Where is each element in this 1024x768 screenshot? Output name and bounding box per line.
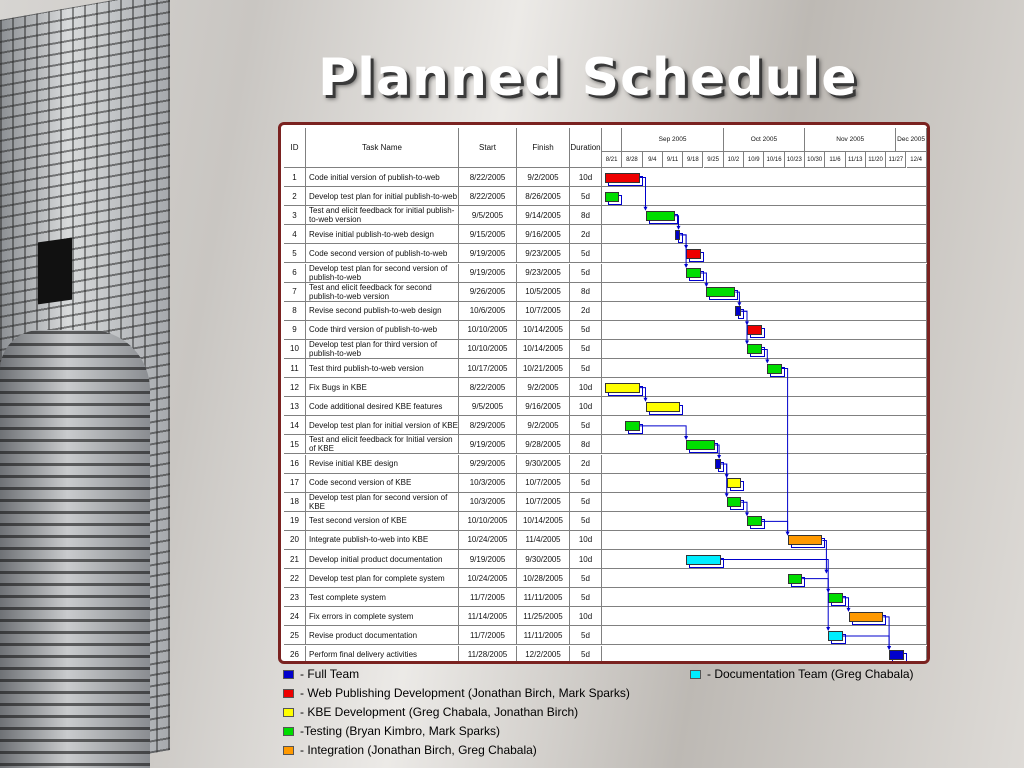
task-start-cell: 9/19/2005 xyxy=(459,435,517,454)
task-id-cell: 15 xyxy=(284,435,306,454)
task-name-cell: Revise second publish-to-web design xyxy=(306,302,459,321)
task-name-cell: Perform final delivery activities xyxy=(306,646,459,665)
column-header-finish: Finish xyxy=(517,128,570,168)
task-id-cell: 19 xyxy=(284,512,306,531)
legend-item-integ xyxy=(283,741,537,759)
task-finish-cell: 9/28/2005 xyxy=(517,435,570,454)
task-start-cell: 10/3/2005 xyxy=(459,474,517,493)
legend-swatch xyxy=(283,708,294,717)
task-finish-cell: 9/2/2005 xyxy=(517,416,570,435)
building-photo xyxy=(0,0,300,768)
task-name-cell: Fix Bugs in KBE xyxy=(306,378,459,397)
task-name-cell: Code second version of KBE xyxy=(306,474,459,493)
task-start-cell: 9/29/2005 xyxy=(459,455,517,474)
task-duration-cell: 5d xyxy=(570,626,602,645)
week-header: 10/23 xyxy=(785,152,805,168)
dependency-link xyxy=(782,369,788,535)
legend-swatch xyxy=(283,727,294,736)
task-finish-cell: 11/11/2005 xyxy=(517,626,570,645)
dependency-link xyxy=(802,579,828,592)
task-start-cell: 10/10/2005 xyxy=(459,512,517,531)
dependency-arrow xyxy=(765,360,769,364)
task-id-cell: 25 xyxy=(284,626,306,645)
legend-swatch xyxy=(283,746,294,755)
task-finish-cell: 10/5/2005 xyxy=(517,283,570,302)
task-duration-cell: 5d xyxy=(570,588,602,607)
task-start-cell: 10/24/2005 xyxy=(459,531,517,550)
task-finish-cell: 10/14/2005 xyxy=(517,512,570,531)
task-finish-cell: 9/30/2005 xyxy=(517,550,570,569)
task-finish-cell: 11/11/2005 xyxy=(517,588,570,607)
dependency-arrow xyxy=(684,264,688,268)
legend-item-web xyxy=(283,684,630,702)
legend-label: -Testing (Bryan Kimbro, Mark Sparks) xyxy=(300,724,501,738)
task-finish-cell: 12/2/2005 xyxy=(517,646,570,665)
dependency-arrow xyxy=(704,283,708,287)
dependency-links xyxy=(284,128,927,661)
dependency-link xyxy=(741,311,747,343)
week-header: 8/28 xyxy=(622,152,642,168)
task-name-cell: Revise initial publish-to-web design xyxy=(306,225,459,244)
week-header: 12/4 xyxy=(907,152,927,168)
column-header-duration: Duration xyxy=(570,128,602,168)
task-duration-cell: 2d xyxy=(570,455,602,474)
dependency-link xyxy=(721,464,727,496)
week-header: 11/27 xyxy=(886,152,906,168)
week-header: 9/4 xyxy=(643,152,663,168)
gantt-grid xyxy=(284,128,927,661)
task-id-cell: 7 xyxy=(284,283,306,302)
task-name-cell: Integrate publish-to-web into KBE xyxy=(306,531,459,550)
tower-window xyxy=(38,238,72,305)
legend-label: - Web Publishing Development (Jonathan Birch, Mark Sparks) xyxy=(300,686,630,700)
week-header: 9/11 xyxy=(663,152,683,168)
column-header-start: Start xyxy=(459,128,517,168)
dependency-arrow xyxy=(786,531,790,535)
task-finish-cell: 11/25/2005 xyxy=(517,607,570,626)
task-id-cell: 18 xyxy=(284,493,306,512)
task-finish-cell: 10/14/2005 xyxy=(517,321,570,340)
task-start-cell: 9/5/2005 xyxy=(459,397,517,416)
gantt-chart xyxy=(278,122,930,664)
month-header: Nov 2005 xyxy=(805,128,896,152)
task-name-cell: Develop test plan for second version of KBE xyxy=(306,493,459,512)
task-id-cell: 10 xyxy=(284,340,306,359)
rounded-tower xyxy=(0,330,150,768)
task-duration-cell: 10d xyxy=(570,397,602,416)
task-name-cell: Fix errors in complete system xyxy=(306,607,459,626)
task-finish-cell: 8/26/2005 xyxy=(517,187,570,206)
task-name-cell: Test complete system xyxy=(306,588,459,607)
legend-item-full xyxy=(283,665,359,683)
task-finish-cell: 10/28/2005 xyxy=(517,569,570,588)
task-id-cell: 13 xyxy=(284,397,306,416)
task-duration-cell: 5d xyxy=(570,340,602,359)
task-id-cell: 1 xyxy=(284,168,306,187)
task-start-cell: 11/28/2005 xyxy=(459,646,517,665)
legend-item-test xyxy=(283,722,500,740)
task-name-cell: Develop test plan for second version of publish-to-web xyxy=(306,264,459,283)
task-duration-cell: 10d xyxy=(570,168,602,187)
task-duration-cell: 5d xyxy=(570,244,602,263)
dependency-arrow xyxy=(725,493,729,497)
week-header: 10/16 xyxy=(764,152,784,168)
task-start-cell: 11/7/2005 xyxy=(459,588,517,607)
dependency-arrow xyxy=(847,608,851,612)
month-header: Dec 2005 xyxy=(896,128,926,152)
task-start-cell: 10/24/2005 xyxy=(459,569,517,588)
task-id-cell: 12 xyxy=(284,378,306,397)
legend-label: - Integration (Jonathan Birch, Greg Chabala) xyxy=(300,743,537,757)
task-finish-cell: 9/14/2005 xyxy=(517,206,570,225)
task-finish-cell: 9/23/2005 xyxy=(517,244,570,263)
slide-title: Planned Schedule xyxy=(318,48,858,108)
task-id-cell: 5 xyxy=(284,244,306,263)
task-duration-cell: 8d xyxy=(570,435,602,454)
task-id-cell: 22 xyxy=(284,569,306,588)
week-header: 11/20 xyxy=(866,152,886,168)
task-id-cell: 26 xyxy=(284,646,306,665)
task-start-cell: 10/3/2005 xyxy=(459,493,517,512)
task-id-cell: 20 xyxy=(284,531,306,550)
task-id-cell: 11 xyxy=(284,359,306,378)
task-name-cell: Test and elicit feedback for Initial version of KBE xyxy=(306,435,459,454)
task-start-cell: 10/10/2005 xyxy=(459,340,517,359)
task-id-cell: 9 xyxy=(284,321,306,340)
dependency-arrow xyxy=(677,226,681,230)
task-finish-cell: 10/7/2005 xyxy=(517,493,570,512)
dependency-arrow xyxy=(644,398,648,402)
task-duration-cell: 5d xyxy=(570,416,602,435)
dependency-link xyxy=(883,617,889,649)
dependency-arrow xyxy=(737,302,741,306)
week-header: 10/9 xyxy=(744,152,764,168)
week-header: 9/18 xyxy=(683,152,703,168)
week-header: 11/13 xyxy=(846,152,866,168)
task-name-cell: Test third publish-to-web version xyxy=(306,359,459,378)
task-name-cell: Develop initial product documentation xyxy=(306,550,459,569)
task-start-cell: 8/22/2005 xyxy=(459,168,517,187)
task-name-cell: Develop test plan for initial publish-to-web xyxy=(306,187,459,206)
column-header-task: Task Name xyxy=(306,128,459,168)
task-start-cell: 10/10/2005 xyxy=(459,321,517,340)
legend-swatch xyxy=(283,689,294,698)
task-finish-cell: 11/4/2005 xyxy=(517,531,570,550)
task-start-cell: 9/5/2005 xyxy=(459,206,517,225)
task-id-cell: 24 xyxy=(284,607,306,626)
dependency-link xyxy=(843,636,889,649)
task-id-cell: 6 xyxy=(284,264,306,283)
task-duration-cell: 5d xyxy=(570,187,602,206)
week-header: 10/2 xyxy=(724,152,744,168)
legend-label: - Documentation Team (Greg Chabala) xyxy=(707,667,914,681)
task-id-cell: 16 xyxy=(284,455,306,474)
legend-swatch xyxy=(690,670,701,679)
task-id-cell: 8 xyxy=(284,302,306,321)
task-finish-cell: 10/7/2005 xyxy=(517,302,570,321)
task-finish-cell: 9/2/2005 xyxy=(517,378,570,397)
task-finish-cell: 9/23/2005 xyxy=(517,264,570,283)
legend-item-doc xyxy=(690,665,914,683)
task-duration-cell: 10d xyxy=(570,550,602,569)
task-finish-cell: 9/2/2005 xyxy=(517,168,570,187)
task-duration-cell: 10d xyxy=(570,531,602,550)
task-id-cell: 21 xyxy=(284,550,306,569)
task-start-cell: 11/14/2005 xyxy=(459,607,517,626)
task-duration-cell: 8d xyxy=(570,206,602,225)
task-name-cell: Test second version of KBE xyxy=(306,512,459,531)
dependency-arrow xyxy=(684,436,688,440)
task-start-cell: 8/29/2005 xyxy=(459,416,517,435)
task-duration-cell: 5d xyxy=(570,474,602,493)
task-finish-cell: 10/7/2005 xyxy=(517,474,570,493)
dependency-link xyxy=(640,178,646,210)
task-name-cell: Develop test plan for third version of publish-to-web xyxy=(306,340,459,359)
dependency-arrow xyxy=(644,207,648,211)
task-start-cell: 9/19/2005 xyxy=(459,244,517,263)
task-start-cell: 9/19/2005 xyxy=(459,264,517,283)
dependency-link xyxy=(721,560,828,630)
dependency-arrow xyxy=(887,646,891,650)
dependency-link xyxy=(640,426,686,439)
task-name-cell: Test and elicit feedback for second publish-to-web version xyxy=(306,283,459,302)
task-duration-cell: 5d xyxy=(570,646,602,665)
task-finish-cell: 9/30/2005 xyxy=(517,455,570,474)
task-duration-cell: 5d xyxy=(570,512,602,531)
task-start-cell: 9/26/2005 xyxy=(459,283,517,302)
dependency-link xyxy=(822,540,826,572)
task-duration-cell: 5d xyxy=(570,569,602,588)
task-start-cell: 9/19/2005 xyxy=(459,550,517,569)
task-start-cell: 9/15/2005 xyxy=(459,225,517,244)
dependency-link xyxy=(680,235,686,267)
task-start-cell: 8/22/2005 xyxy=(459,378,517,397)
task-duration-cell: 5d xyxy=(570,321,602,340)
task-id-cell: 14 xyxy=(284,416,306,435)
task-start-cell: 11/7/2005 xyxy=(459,626,517,645)
task-name-cell: Develop test plan for complete system xyxy=(306,569,459,588)
task-start-cell: 10/6/2005 xyxy=(459,302,517,321)
dependency-arrow xyxy=(717,455,721,459)
task-finish-cell: 9/16/2005 xyxy=(517,225,570,244)
task-name-cell: Code second version of publish-to-web xyxy=(306,244,459,263)
dependency-arrow xyxy=(826,627,830,631)
task-duration-cell: 5d xyxy=(570,264,602,283)
legend-item-kbe xyxy=(283,703,578,721)
week-header: 9/25 xyxy=(704,152,724,168)
dependency-arrow xyxy=(745,340,749,344)
week-header: 11/6 xyxy=(825,152,845,168)
column-header-id: ID xyxy=(284,128,306,168)
task-id-cell: 2 xyxy=(284,187,306,206)
task-id-cell: 17 xyxy=(284,474,306,493)
week-header: 8/21 xyxy=(602,152,622,168)
task-name-cell: Revise initial KBE design xyxy=(306,455,459,474)
task-duration-cell: 5d xyxy=(570,493,602,512)
task-name-cell: Code initial version of publish-to-web xyxy=(306,168,459,187)
task-duration-cell: 5d xyxy=(570,359,602,378)
task-duration-cell: 2d xyxy=(570,302,602,321)
task-finish-cell: 10/21/2005 xyxy=(517,359,570,378)
legend-label: - KBE Development (Greg Chabala, Jonathan Birch) xyxy=(300,705,579,719)
month-header: Sep 2005 xyxy=(622,128,724,152)
task-id-cell: 3 xyxy=(284,206,306,225)
legend-swatch xyxy=(283,670,294,679)
legend-label: - Full Team xyxy=(300,667,360,681)
task-start-cell: 8/22/2005 xyxy=(459,187,517,206)
task-finish-cell: 10/14/2005 xyxy=(517,340,570,359)
task-start-cell: 10/17/2005 xyxy=(459,359,517,378)
week-header: 10/30 xyxy=(805,152,825,168)
task-duration-cell: 8d xyxy=(570,283,602,302)
month-header: Oct 2005 xyxy=(724,128,805,152)
task-duration-cell: 10d xyxy=(570,607,602,626)
task-name-cell: Test and elicit feedback for initial publish-to-web version xyxy=(306,206,459,225)
task-name-cell: Code third version of publish-to-web xyxy=(306,321,459,340)
task-duration-cell: 2d xyxy=(570,225,602,244)
task-finish-cell: 9/16/2005 xyxy=(517,397,570,416)
task-name-cell: Code additional desired KBE features xyxy=(306,397,459,416)
task-id-cell: 4 xyxy=(284,225,306,244)
dependency-link xyxy=(762,521,788,534)
task-name-cell: Develop test plan for initial version of KBE xyxy=(306,416,459,435)
task-id-cell: 23 xyxy=(284,588,306,607)
task-name-cell: Revise product documentation xyxy=(306,626,459,645)
dependency-arrow xyxy=(826,589,830,593)
task-duration-cell: 10d xyxy=(570,378,602,397)
dependency-arrow xyxy=(745,512,749,516)
